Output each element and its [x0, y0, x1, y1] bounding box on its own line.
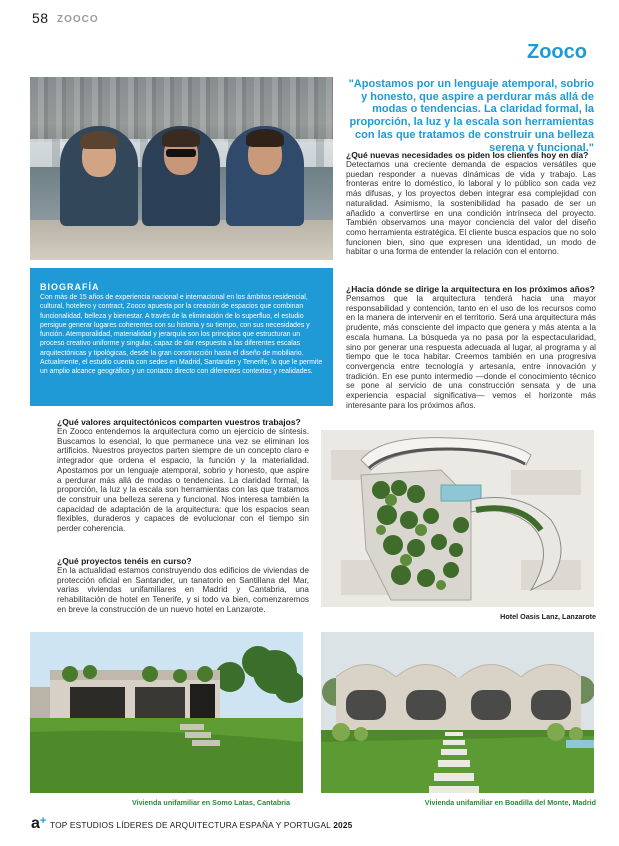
biography-title: BIOGRAFÍA [40, 282, 100, 292]
logo-plus: + [39, 815, 47, 827]
somo-house-image [30, 632, 303, 793]
interview-block [57, 556, 309, 615]
interview-question: ¿Hacia dónde se dirige la arquitectura en los próximos años? [346, 284, 595, 294]
logo-letter: a [31, 815, 40, 832]
image-caption: Hotel Oasis Lanz, Lanzarote [500, 612, 596, 621]
interview-block [346, 150, 596, 257]
section-tag: ZOOCO [57, 14, 99, 25]
interview-answer: Pensamos que la arquitectura tenderá hacia una mayor responsabilidad y contención, tanto en el uso de los recursos como en la manera de intervenir en el territorio. Será una arquitectura más prudente, más consciente del impacto que genera y más atenta a la escala humana. La búsqueda ya no pasa por la espectacularidad, sino por generar una respuesta adecuada al lugar, al programa y al tiempo que le toca habitar. Creemos también en una progresiva convergencia entre tecnología y artesanía, entre innovación y tradición. En ese punto intermedio —donde el conocimiento técnico se pone al servicio de una construcción sensata y de una experiencia espacial significativa— vemos el horizonte más interesante para los próximos años. [346, 294, 596, 410]
image-caption: Vivienda unifamiliar en Boadilla del Monte, Madrid [424, 798, 596, 807]
hotel-render-image [321, 430, 594, 607]
interview-question: ¿Qué valores arquitectónicos comparten vuestros trabajos? [57, 417, 301, 427]
page-number: 58 [32, 10, 49, 26]
interview-question: ¿Qué proyectos tenéis en curso? [57, 556, 192, 566]
pull-quote: "Apostamos por un lenguaje atemporal, sobrio y honesto, que aspire a perdurar más allá de modas o tendencias. La claridad formal, la proporción, la luz y la escala son herramientas con las que tratamos de construir una belleza serena y funcional." [348, 78, 594, 154]
footer-title: TOP ESTUDIOS LÍDERES DE ARQUITECTURA ESPAÑA Y PORTUGAL [50, 820, 331, 830]
footer-text [50, 820, 352, 830]
publication-logo [31, 815, 46, 833]
image-caption: Vivienda unifamiliar en Somo Latas, Cantabria [132, 798, 291, 807]
boadilla-house-image [321, 632, 594, 793]
team-photo [30, 77, 333, 260]
interview-answer: Detectamos una creciente demanda de espacios versátiles que puedan responder a nuevas dinámicas de vida y trabajo. Las fronteras entre lo doméstico, lo laboral y lo público son cada vez más difusas, y los proyectos deben integrar esa complejidad con naturalidad. Asimismo, la sostenibilidad ha pasado de ser un añadido a convertirse en una condición intrínseca del proyecto. También observamos una mayor conciencia del valor del diseño como herramienta estratégica. El cliente busca espacios que no solo funcionen bien, sino que expresen una identidad, un modo de habitar o una forma de entender la relación con el entorno. [346, 160, 596, 257]
biography-box [30, 268, 333, 406]
interview-block [57, 417, 309, 534]
page-title: Zooco [527, 41, 587, 63]
interview-answer: En Zooco entendemos la arquitectura como un ejercicio de síntesis. Buscamos lo esencial, lo que permanece una vez se eliminan los artificios. Nuestros proyectos parten siempre de un concepto claro e integrador que ordena el espacio, la función y la materialidad. Apostamos por un lenguaje atemporal, sobrio y honesto, que aspire a perdurar más allá de modas o tendencias. La claridad formal, la proporción, la luz y la escala son herramientas con las que tratamos de construir una belleza serena y funcional. Nos interesa también la capacidad de adaptación de la arquitectura: que los espacios sean flexibles, duraderos y capaces de evolucionar con el tiempo sin perder coherencia. [57, 427, 309, 534]
interview-question: ¿Qué nuevas necesidades os piden los clientes hoy en día? [346, 150, 589, 160]
interview-answer: En la actualidad estamos construyendo dos edificios de viviendas de protección oficial en Santander, un tanatorio en Santillana del Mar, varias viviendas unifamiliares en Madrid y Cantabria, una rehabilitación de hotel en Tenerife, y si todo va bien, comenzaremos en breve la construcción de un nuevo hotel en Lanzarote. [57, 566, 309, 614]
interview-block [346, 284, 596, 410]
footer-year: 2025 [333, 820, 353, 830]
biography-text: Con más de 15 años de experiencia nacional e internacional en los ámbitos residencial, cultural, hotelero y contract, Zooco apuesta por la creación de espacios que combinan funcionalidad, belleza y bienestar. A través de la eliminación de lo superfluo, el estudio persigue generar lugares coherentes con su historia y su tiempo, con sus necesidades y función. Atemporalidad, materialidad y jerarquía son los principios que estructuran un proceso creativo uniforme y singular, capaz de dar respuesta a las diferentes escalas arquitectónicas y tipológicas, desde la gran construcción hasta el diseño de mobiliario. Actualmente, el estudio cuenta con sedes en Madrid, Santander y Tenerife, lo que le permite un amplio alcance geográfico y un contacto directo con diferentes contextos y realidades. [40, 294, 323, 375]
